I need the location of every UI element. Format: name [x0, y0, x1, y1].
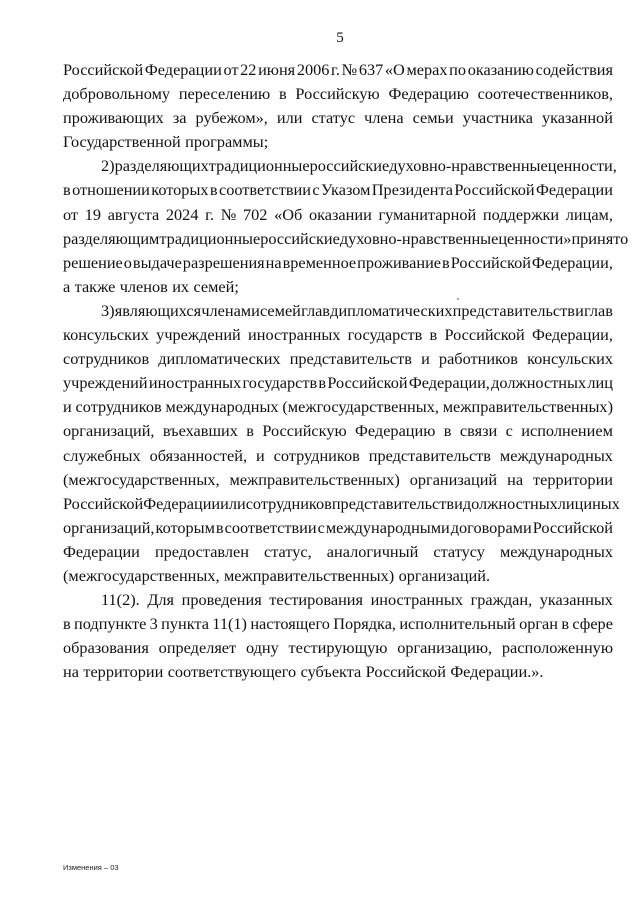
word: въехавших	[162, 421, 238, 441]
paragraph-4-line	[63, 636, 613, 660]
paragraph-3-line	[63, 444, 613, 468]
paragraph-3-line	[63, 299, 613, 323]
word: Порядка,	[333, 614, 396, 634]
word: работников	[438, 349, 518, 369]
word: настоящего	[250, 614, 330, 634]
paragraph-4-line	[63, 612, 613, 636]
word: от	[223, 60, 239, 79]
word: мерах	[406, 60, 448, 79]
word: консульских	[63, 325, 149, 345]
word: должностных	[491, 373, 587, 393]
word: о	[123, 252, 132, 272]
word: также	[74, 276, 116, 296]
word: тестирующую	[288, 638, 388, 658]
word: представительств	[331, 493, 455, 513]
word: 3)	[101, 300, 115, 320]
word: семей;	[193, 276, 239, 296]
word: августа	[107, 204, 160, 224]
word: соответствии	[224, 517, 317, 537]
word: «О	[384, 60, 405, 79]
word: статусу	[433, 541, 485, 561]
word: содействия	[535, 60, 613, 79]
word: (межгосударственных,	[282, 397, 439, 417]
word: статус,	[264, 541, 312, 561]
word: ценности,	[547, 156, 617, 176]
word: организацию,	[397, 638, 493, 658]
word: проживающих	[63, 108, 164, 128]
word: членов	[119, 276, 168, 296]
word: или	[276, 108, 303, 128]
word: «Об	[274, 204, 303, 224]
word: семьи	[412, 108, 454, 128]
word: территории	[533, 469, 613, 489]
word: 3	[149, 614, 158, 634]
word: и	[63, 397, 72, 417]
word: а	[63, 276, 71, 296]
word: в	[209, 180, 218, 200]
word: программы;	[185, 132, 269, 152]
word: связи	[459, 421, 498, 441]
word: гуманитарной	[378, 204, 477, 224]
word: одну	[245, 638, 279, 658]
word: Российской	[63, 493, 144, 513]
word: г.	[331, 60, 340, 79]
word: учреждений	[63, 373, 148, 393]
word: в	[318, 373, 327, 393]
word: на	[507, 469, 524, 489]
word: российские	[260, 228, 340, 248]
word: межправительственных)	[229, 469, 400, 489]
word: в	[63, 614, 71, 634]
word: указанной	[541, 108, 613, 128]
word: на	[63, 662, 79, 682]
document-body	[63, 58, 629, 684]
word: Российской	[454, 180, 535, 200]
word: семей	[260, 300, 301, 320]
word: предоставлен	[154, 541, 249, 561]
word: проведения	[181, 590, 262, 610]
word: глав	[584, 300, 613, 320]
word: в	[63, 180, 71, 200]
word: соотечественников,	[477, 84, 613, 104]
word: сотрудников	[245, 493, 332, 513]
word: которым	[155, 517, 215, 537]
word: Федерации	[536, 180, 613, 200]
word: обязанностей,	[149, 445, 248, 465]
word: Российской	[444, 325, 525, 345]
word: граждан,	[470, 590, 533, 610]
word: (межгосударственных,	[63, 469, 220, 489]
word: Российской	[365, 662, 446, 682]
word: Российскую	[295, 84, 380, 104]
word: образования	[63, 638, 149, 658]
word: традиционные	[159, 228, 261, 248]
word: Федерацию	[355, 421, 436, 441]
word: 702	[242, 204, 268, 224]
paragraph-3-line	[63, 516, 613, 540]
word: в	[442, 252, 450, 272]
revision-footer: Изменения – 03	[63, 863, 119, 872]
word: добровольному	[63, 84, 171, 104]
word: иностранных	[148, 373, 242, 393]
paragraph-2-line	[63, 203, 613, 227]
word: в	[443, 421, 452, 441]
word: переселению	[178, 84, 271, 104]
word: и	[256, 445, 265, 465]
word: №	[341, 60, 358, 79]
word: участника	[462, 108, 533, 128]
word: дипломатических	[158, 349, 281, 369]
word: представительств	[289, 349, 412, 369]
page-number: 5	[336, 30, 344, 46]
word: г.	[205, 204, 215, 224]
word: (межгосударственных,	[63, 565, 220, 585]
word: за	[172, 108, 187, 128]
word: в	[278, 84, 287, 104]
word: с	[317, 517, 325, 537]
word: соответствии	[218, 180, 311, 200]
word: в	[215, 517, 224, 537]
word: Российской	[532, 517, 613, 537]
paragraph-3-line	[63, 323, 613, 347]
word: выдаче	[132, 252, 182, 272]
word: 19	[84, 204, 102, 224]
word: Федерации.».	[450, 662, 544, 682]
word: которых	[151, 180, 209, 200]
word: ценности»	[498, 228, 572, 248]
word: лиц	[587, 373, 613, 393]
paragraph-2-line	[63, 227, 629, 251]
word: членами	[201, 300, 260, 320]
word: разрешения	[182, 252, 265, 272]
paragraph-1-line	[63, 58, 613, 82]
word: Российской	[63, 60, 144, 79]
paragraph-3-line	[63, 492, 620, 516]
word: члена	[364, 108, 404, 128]
word: решение	[63, 252, 123, 272]
word: 2)	[101, 156, 115, 176]
paragraph-1-line	[63, 82, 613, 106]
word: по	[449, 60, 467, 79]
word: на	[265, 252, 282, 272]
word: сотрудников	[273, 445, 360, 465]
word: Федерации	[143, 493, 221, 513]
word: с	[312, 180, 320, 200]
word: разделяющих	[114, 156, 209, 176]
word: тестирования	[269, 590, 363, 610]
word: принято	[571, 228, 629, 248]
word: Государственной	[63, 132, 181, 152]
word: соответствующего	[167, 662, 297, 682]
word: исполнением	[521, 421, 613, 441]
word: служебных	[63, 445, 141, 465]
word: Федерации	[144, 60, 222, 79]
paragraph-3-line	[63, 395, 613, 419]
paragraph-2-line	[63, 178, 613, 202]
word: и	[454, 493, 463, 513]
word: Федерации	[63, 541, 140, 561]
word: рубежом»,	[195, 108, 268, 128]
word: от	[63, 204, 79, 224]
word: сотрудников	[63, 349, 150, 369]
word: в	[429, 325, 438, 345]
word: 2024	[165, 204, 199, 224]
word: глав	[301, 300, 330, 320]
word: Для	[147, 590, 175, 610]
word: сотрудников	[75, 397, 162, 417]
word: с	[505, 421, 513, 441]
word: сфере	[572, 614, 613, 634]
word: российские	[309, 156, 390, 176]
word: Российской	[450, 252, 531, 272]
word: 11(2).	[101, 590, 140, 610]
paragraph-1-line	[63, 130, 613, 154]
word: традиционные	[208, 156, 310, 176]
word: разделяющим	[63, 228, 160, 248]
word: международных	[499, 445, 613, 465]
word: Российскую	[262, 421, 347, 441]
scan-speck	[457, 298, 459, 300]
word: представительств	[368, 445, 491, 465]
word: Федерацию	[388, 84, 469, 104]
word: 22	[240, 60, 257, 79]
word: духовно-нравственные	[389, 156, 548, 176]
word: консульских	[527, 349, 613, 369]
word: поддержки	[482, 204, 560, 224]
word: иностранных	[248, 325, 341, 345]
word: иных	[583, 493, 620, 513]
word: международных	[165, 397, 279, 417]
word: аналогичный	[326, 541, 419, 561]
paragraph-3-line	[63, 540, 613, 564]
word: иностранных	[370, 590, 463, 610]
paragraph-3-line	[63, 371, 613, 395]
word: определяет	[158, 638, 237, 658]
word: или	[220, 493, 246, 513]
word: договорами	[450, 517, 532, 537]
word: Федерации,	[531, 252, 613, 272]
word: и	[421, 349, 430, 369]
word: территории	[83, 662, 164, 682]
word: международных	[499, 541, 613, 561]
word: должностных	[462, 493, 558, 513]
word: духовно-нравственные	[339, 228, 499, 248]
word: субъекта	[300, 662, 362, 682]
word: отношении	[72, 180, 150, 200]
word: международными	[325, 517, 450, 537]
paragraph-3-line	[63, 468, 613, 492]
word: Федерации,	[408, 373, 490, 393]
word: оказании	[308, 204, 372, 224]
word: орган	[519, 614, 558, 634]
paragraph-3-line	[63, 564, 613, 588]
word: и	[575, 300, 584, 320]
word: в	[561, 614, 570, 634]
word: 637	[358, 60, 384, 79]
word: в	[246, 421, 254, 441]
word: №	[220, 204, 237, 224]
word: подпункте	[74, 614, 147, 634]
word: июня	[258, 60, 296, 79]
word: дипломатических	[330, 300, 453, 320]
word: исполнительный	[399, 614, 516, 634]
word: лиц	[557, 493, 584, 513]
word: государств	[242, 373, 318, 393]
word: Президента	[371, 180, 454, 200]
word: организаций,	[63, 421, 155, 441]
paragraph-2-line	[63, 251, 613, 275]
word: являющихся	[114, 300, 202, 320]
word: пункта	[161, 614, 209, 634]
word: межправительственных)	[442, 397, 613, 417]
paragraph-3-line	[63, 347, 613, 371]
paragraph-4-line	[63, 660, 613, 684]
word: 11(1)	[212, 614, 247, 634]
paragraph-2-line	[63, 154, 617, 178]
word: Федерации,	[531, 325, 613, 345]
word: представительств	[452, 300, 575, 320]
word: оказанию	[467, 60, 534, 79]
word: межправительственных)	[223, 565, 395, 585]
word: лицам,	[565, 204, 613, 224]
paragraph-3-line	[63, 419, 613, 443]
word: их	[172, 276, 190, 296]
word: проживание	[357, 252, 442, 272]
word: расположенную	[501, 638, 613, 658]
word: организаций.	[398, 565, 491, 585]
word: организаций	[409, 469, 498, 489]
word: Российской	[327, 373, 408, 393]
paragraph-4-line	[63, 588, 613, 612]
word: Указом	[320, 180, 371, 200]
word: организаций,	[63, 517, 155, 537]
word: государств	[347, 325, 423, 345]
word: 2006	[296, 60, 330, 79]
word: временное	[282, 252, 357, 272]
paragraph-2-line	[63, 275, 613, 299]
word: статус	[311, 108, 356, 128]
paragraph-1-line	[63, 106, 613, 130]
word: учреждений	[156, 325, 241, 345]
word: указанных	[539, 590, 613, 610]
